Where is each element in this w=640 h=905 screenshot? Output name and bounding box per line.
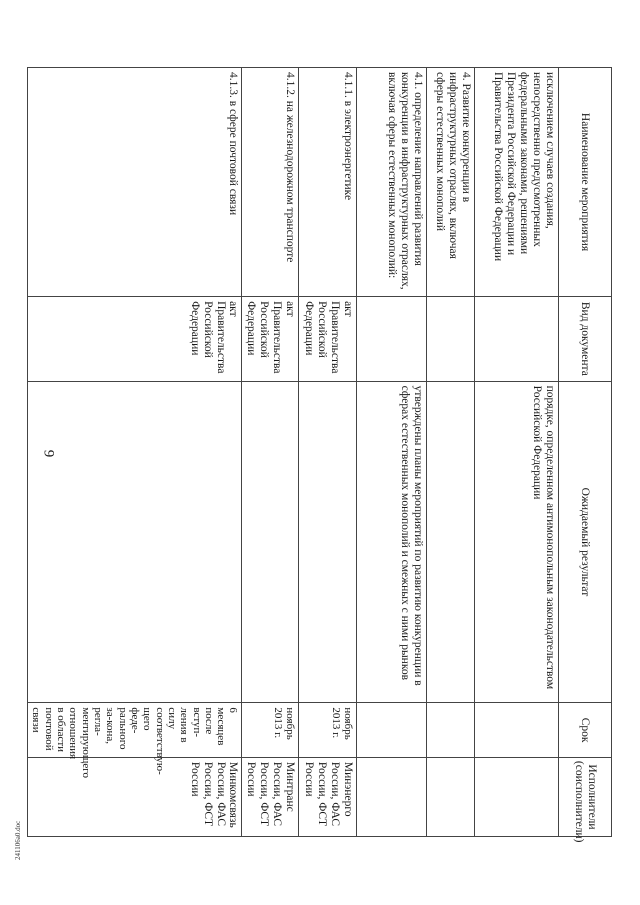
header-document-type: Вид документа bbox=[559, 297, 612, 382]
table-row bbox=[475, 68, 559, 837]
rotated-table-container bbox=[30, 67, 612, 843]
executors-cell: Минэнерго России, ФАС России, ФСТ России bbox=[299, 757, 357, 836]
page-number: 9 bbox=[40, 449, 57, 458]
deadline-cell: ноябрь 2013 г. bbox=[242, 703, 299, 758]
expected-result-cell: утверждены планы мероприятий по развитию конкуренции в сферах естественных монополий и смежных с ними рынков bbox=[357, 381, 427, 703]
activity-cell: 4.1.3. в сфере почтовой связи bbox=[28, 68, 242, 297]
header-executors: Исполнители (соисполнители) bbox=[559, 757, 612, 836]
deadline-cell: ноябрь 2013 г. bbox=[299, 703, 357, 758]
activity-cell: исключением случаев создания, непосредственно предусмотренных федеральными законами, решениями Президента Российской Федерации и Правительства Российской Федерации bbox=[475, 68, 559, 297]
document-type-cell bbox=[475, 297, 559, 382]
expected-result-cell: порядке, определенном антимонопольным законодательством Российской Федерации bbox=[475, 381, 559, 703]
document-type-cell: акт Правительства Российской Федерации bbox=[242, 297, 299, 382]
document-type-cell: акт Правительства Российской Федерации bbox=[299, 297, 357, 382]
header-deadline: Срок bbox=[559, 703, 612, 758]
table-row bbox=[28, 68, 242, 837]
document-type-cell bbox=[357, 297, 427, 382]
document-code: 241106a0.doc bbox=[14, 820, 22, 860]
document-type-cell: акт Правительства Российской Федерации bbox=[28, 297, 242, 382]
activity-cell: 4. Развитие конкуренции в инфраструктурных отраслях, включая сферы естественных монополий bbox=[427, 68, 475, 297]
activity-cell: 4.1. определение направлений развития конкуренции в инфраструктурных отраслях, включая сферы естественных монополий: bbox=[357, 68, 427, 297]
executors-cell: Минтранс России, ФАС России, ФСТ России bbox=[242, 757, 299, 836]
expected-result-cell bbox=[28, 381, 242, 703]
table-header-row bbox=[559, 68, 612, 837]
table-row bbox=[427, 68, 475, 837]
executors-cell: Минкомсвязь России, ФАС России, ФСТ России bbox=[28, 757, 242, 836]
table-row bbox=[357, 68, 427, 837]
deadline-cell: 6 месяцев после вступ-ления в силу соответствую-щего феде-рального за-кона, регла-ментирующего отношения в области почтовой связи bbox=[28, 703, 242, 758]
table-row bbox=[299, 68, 357, 837]
expected-result-cell bbox=[242, 381, 299, 703]
header-expected-result: Ожидаемый результат bbox=[559, 381, 612, 703]
activity-cell: 4.1.1. в электроэнергетике bbox=[299, 68, 357, 297]
header-activity: Наименование мероприятия bbox=[559, 68, 612, 297]
deadline-cell bbox=[427, 703, 475, 758]
document-type-cell bbox=[427, 297, 475, 382]
expected-result-cell bbox=[427, 381, 475, 703]
executors-cell bbox=[357, 757, 427, 836]
deadline-cell bbox=[475, 703, 559, 758]
executors-cell bbox=[475, 757, 559, 836]
table-row bbox=[242, 68, 299, 837]
expected-result-cell bbox=[299, 381, 357, 703]
deadline-cell bbox=[357, 703, 427, 758]
measures-table bbox=[27, 67, 612, 843]
activity-cell: 4.1.2. на железнодорожном транспорте bbox=[242, 68, 299, 297]
executors-cell bbox=[427, 757, 475, 836]
